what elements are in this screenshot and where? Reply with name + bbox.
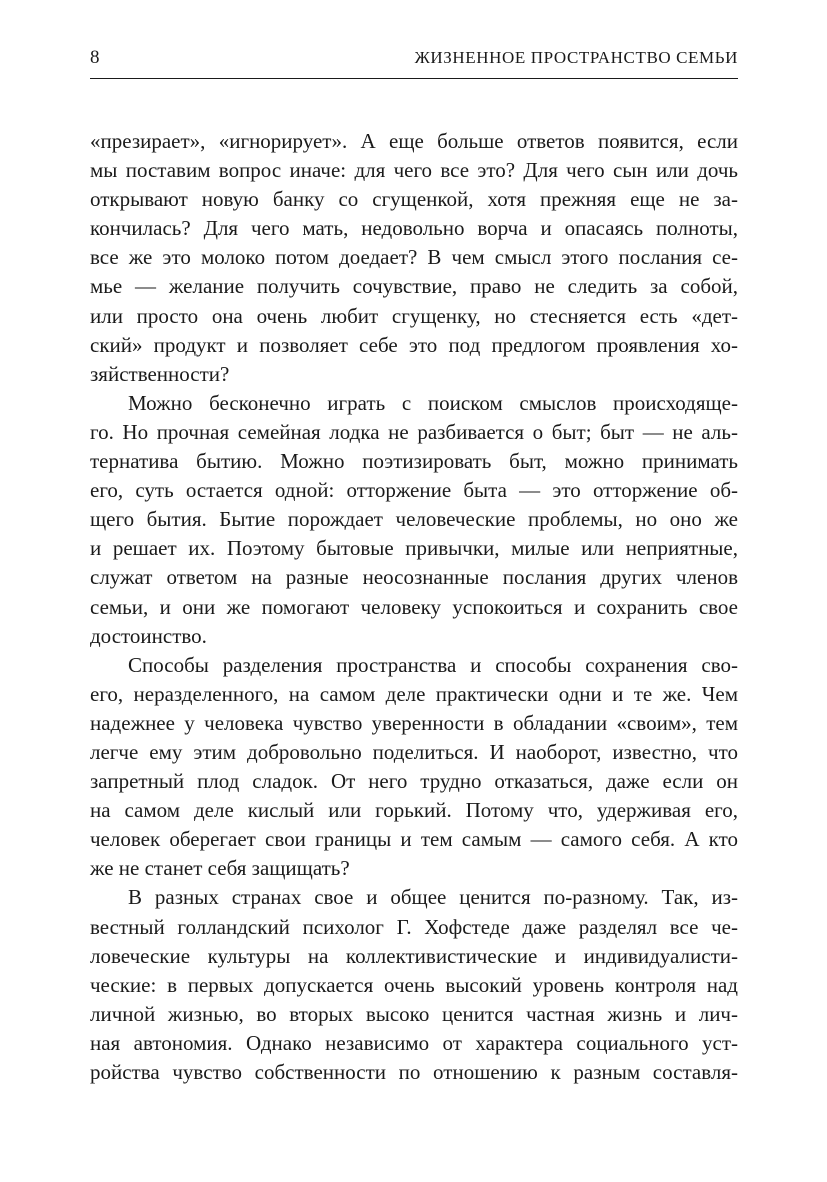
text-line: или просто она очень любит сгущенку, но стесняется есть «дет- [90,303,738,328]
text-line: и решает их. Поэтому бытовые привычки, милые или неприятные, [90,536,738,561]
text-line: тернатива бытию. Можно поэтизировать быт, можно принимать [90,449,738,474]
text-line: «презирает», «игнорирует». А еще больше ответов появится, если [90,129,738,153]
text-line: легче ему этим добровольно поделиться. И наоборот, известно, что [90,739,738,764]
text-line: зяйственности? [90,361,230,386]
text-line: ловеческие культуры на коллективистические и индивидуалисти- [90,943,738,968]
text-line: на самом деле кислый или горький. Потому что, удерживая его, [90,798,738,823]
text-line: В разных странах свое и общее ценится по-разному. Так, из- [128,885,738,910]
text-line: ройства чувство собственности по отношению к разным составля- [90,1060,738,1084]
text-line: кончилась? Для чего мать, недовольно ворча и опасаясь полноты, [90,216,738,241]
text-line: ная автономия. Однако независимо от характера социального уст- [90,1030,738,1055]
text-line: ческие: в первых допускается очень высокий уровень контроля над [90,972,738,997]
text-line: все же это молоко потом доедает? В чем смысл этого послания се- [90,245,738,270]
text-line: семьи, и они же помогают человеку успокоиться и сохранить свое [90,594,738,619]
text-line: надежнее у человека чувство уверенности в обладании «своим», тем [90,710,738,735]
text-line: открывают новую банку со сгущенкой, хотя прежняя еще не за- [90,187,738,212]
running-title: ЖИЗНЕННОЕ ПРОСТРАНСТВО СЕМЬИ [414,48,738,67]
page-number: 8 [90,47,100,68]
running-head [90,44,738,74]
text-line: го. Но прочная семейная лодка не разбивается о быт; быт — не аль- [90,419,738,444]
text-line: мье — желание получить сочувствие, право не следить за собой, [90,274,738,299]
text-line: щего бытия. Бытие порождает человеческие проблемы, но оно же [90,507,738,532]
text-line: служат ответом на разные неосознанные послания других членов [90,565,738,590]
text-line: вестный голландский психолог Г. Хофстеде даже разделял все че- [90,914,738,939]
header-rule [90,78,738,79]
text-line: его, неразделенного, на самом деле практически одни и те же. Чем [90,681,738,706]
text-line: достоинство. [90,623,207,648]
text-line: его, суть остается одной: отторжение быта — это отторжение об- [90,478,738,503]
text-line: Способы разделения пространства и способы сохранения сво- [128,652,738,677]
text-line: же не станет себя защищать? [90,856,350,881]
text-line: личной жизнью, во вторых высоко ценится частная жизнь и лич- [90,1001,738,1026]
text-line: мы поставим вопрос иначе: для чего все это? Для чего сын или дочь [90,158,738,183]
text-line: запретный плод сладок. От него трудно отказаться, даже если он [90,769,738,794]
text-line: Можно бесконечно играть с поиском смыслов происходяще- [128,390,738,415]
text-line: ский» продукт и позволяет себе это под предлогом проявления хо- [90,332,738,357]
text-line: человек оберегает свои границы и тем самым — самого себя. А кто [90,827,738,852]
body-text [90,127,738,1087]
